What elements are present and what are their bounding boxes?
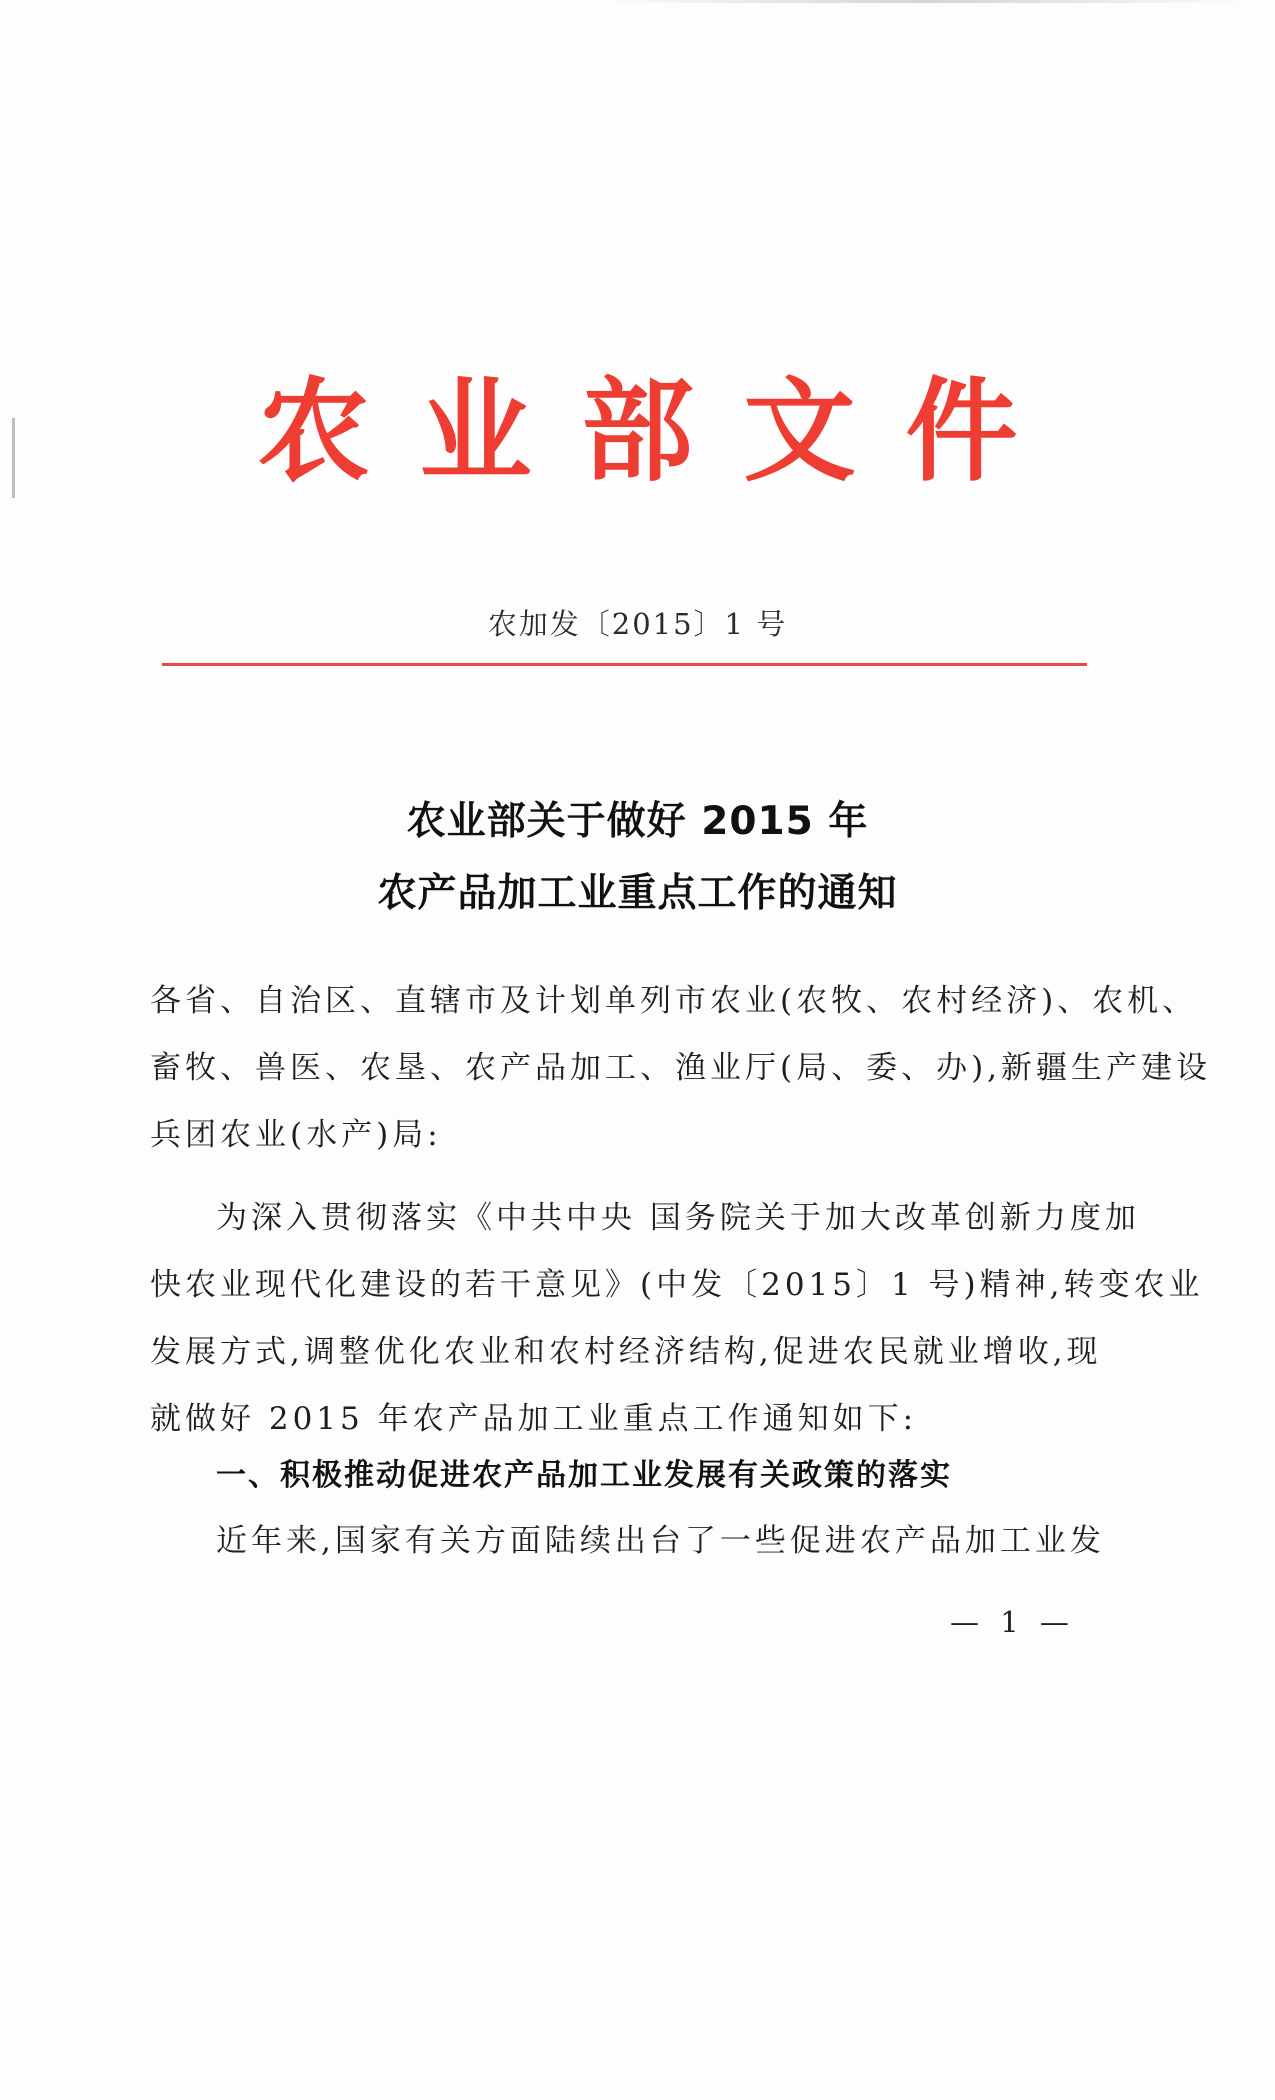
section-heading-1: 一、积极推动促进农产品加工业发展有关政策的落实 (216, 1458, 952, 1493)
paragraph-line: 为深入贯彻落实《中共中央 国务院关于加大改革创新力度加 (216, 1200, 1140, 1236)
document-masthead: 农业部文件 (257, 366, 1068, 497)
section-1-first-line: 近年来,国家有关方面陆续出台了一些促进农产品加工业发 (216, 1523, 1105, 1559)
scan-artifact (600, 0, 1250, 3)
paragraph-line: 发展方式,调整优化农业和农村经济结构,促进农民就业增收,现 (150, 1334, 1102, 1370)
document-title-line-2: 农产品加工业重点工作的通知 (377, 871, 898, 916)
red-divider-line (162, 663, 1087, 666)
document-title-line-1: 农业部关于做好 2015 年 (406, 799, 869, 844)
addressee-line: 各省、自治区、直辖市及计划单列市农业(农牧、农村经济)、农机、 (150, 983, 1198, 1019)
page-number: — 1 — (950, 1605, 1075, 1639)
document-number: 农加发〔2015〕1 号 (487, 607, 788, 641)
paragraph-line: 就做好 2015 年农产品加工业重点工作通知如下: (150, 1401, 918, 1437)
addressee-line: 兵团农业(水产)局: (150, 1117, 442, 1153)
addressee-block (150, 968, 1212, 1169)
addressee-line: 畜牧、兽医、农垦、农产品加工、渔业厅(局、委、办),新疆生产建设 (150, 1050, 1212, 1086)
intro-paragraph (150, 1185, 1204, 1453)
paragraph-line: 快农业现代化建设的若干意见》(中发〔2015〕1 号)精神,转变农业 (150, 1267, 1204, 1303)
